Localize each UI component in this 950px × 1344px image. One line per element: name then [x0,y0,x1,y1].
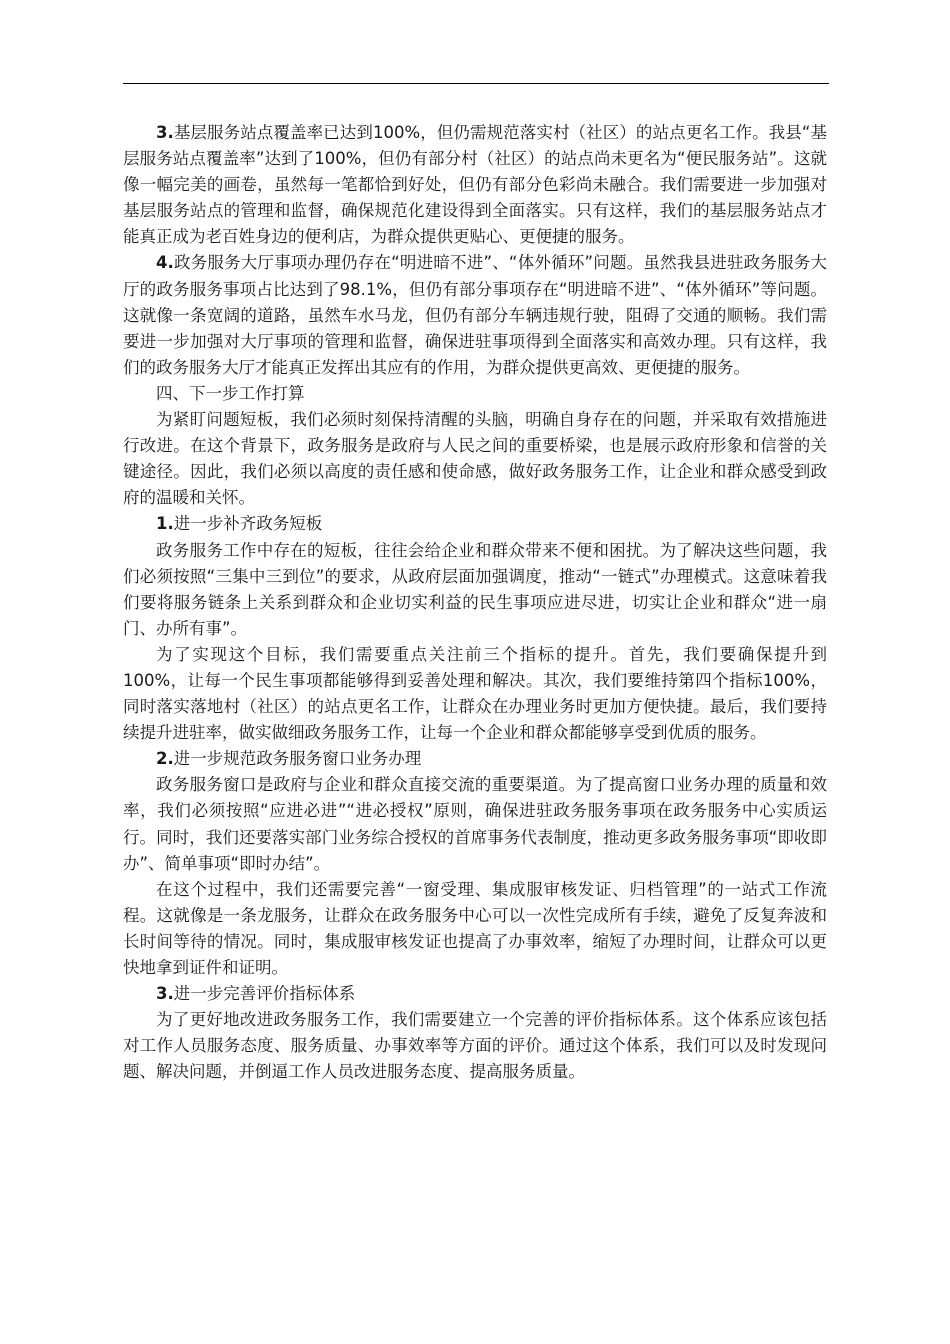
subheading-2 [123,746,827,772]
paragraph-text: 政务服务工作中存在的短板，往往会给企业和群众带来不便和困扰。为了解决这些问题，我们必须按照“三集中三到位”的要求，从政府层面加强调度，推动“一链式”办理模式。这意味着我们要将服务链条上关系到群众和企业切实利益的民生事项应进尽进，切实让企业和群众“进一扇门、办所有事”。 [123,540,827,638]
paragraph-text-block [123,1007,827,1085]
paragraph-text: 政务服务大厅事项办理仍存在“明进暗不进”、“体外循环”问题。虽然我县进驻政务服务大厅的政务服务事项占比达到了98.1%，但仍有部分事项存在“明进暗不进”、“体外循环”等问题。这就像一条宽阔的道路，虽然车水马龙，但仍有部分车辆违规行驶，阻碍了交通的顺畅。我们需要进一步加强对大厅事项的管理和监督，确保进驻事项得到全面落实和高效办理。只有这样，我们的政务服务大厅才能真正发挥出其应有的作用，为群众提供更高效、更便捷的服务。 [123,253,827,377]
document-body [123,120,827,1085]
paragraph-intro [123,407,827,511]
paragraph-text-block [123,772,827,876]
section-heading-next-steps [123,381,827,407]
item-number: 2. [156,749,174,769]
subheading-1 [123,511,827,537]
subheading-3 [123,981,827,1007]
paragraph-text-block [123,538,827,642]
paragraph-text: 基层服务站点覆盖率已达到100%，但仍需规范落实村（社区）的站点更名工作。我县“基层服务站点覆盖率”达到了100%，但仍有部分村（社区）的站点尚未更名为“便民服务站”。这就像一幅完美的画卷，虽然每一笔都恰到好处，但仍有部分色彩尚未融合。我们需要进一步加强对基层服务站点的管理和监督，确保规范化建设得到全面落实。只有这样，我们的基层服务站点才能真正成为老百姓身边的便利店，为群众提供更贴心、更便捷的服务。 [123,123,827,247]
subheading-text: 进一步补齐政务短板 [173,514,323,534]
item-number: 3. [156,123,174,142]
paragraph-text-block [123,642,827,746]
item-number: 3. [156,984,174,1004]
subheading-text: 进一步完善评价指标体系 [173,984,356,1004]
header-rule [123,83,829,84]
paragraph-item-4 [123,250,827,380]
paragraph-text: 为了更好地改进政务服务工作，我们需要建立一个完善的评价指标体系。这个体系应该包括对工作人员服务态度、服务质量、办事效率等方面的评价。通过这个体系，我们可以及时发现问题、解决问题，并倒逼工作人员改进服务态度、提高服务质量。 [123,1010,827,1082]
section-heading-text: 四、下一步工作打算 [156,383,305,403]
paragraph-text-block [123,877,827,981]
paragraph-text: 在这个过程中，我们还需要完善“一窗受理、集成服审核发证、归档管理”的一站式工作流程。这就像是一条龙服务，让群众在政务服务中心可以一次性完成所有手续，避免了反复奔波和长时间等待的情况。同时，集成服审核发证也提高了办事效率，缩短了办理时间，让群众可以更快地拿到证件和证明。 [123,879,827,977]
item-number: 4. [156,253,174,273]
item-number: 1. [156,514,174,534]
subheading-text: 进一步规范政务服务窗口业务办理 [173,749,422,769]
paragraph-text: 政务服务窗口是政府与企业和群众直接交流的重要渠道。为了提高窗口业务办理的质量和效率，我们必须按照“应进必进”“进必授权”原则，确保进驻政务服务事项在政务服务中心实质运行。同时，我们还要落实部门业务综合授权的首席事务代表制度，推动更多政务服务事项“即收即办”、简单事项“即时办结”。 [123,775,827,873]
paragraph-text: 为紧盯问题短板，我们必须时刻保持清醒的头脑，明确自身存在的问题，并采取有效措施进行改进。在这个背景下，政务服务是政府与人民之间的重要桥梁，也是展示政府形象和信誉的关键途径。因此，我们必须以高度的责任感和使命感，做好政务服务工作，让企业和群众感受到政府的温暖和关怀。 [123,410,827,508]
paragraph-item-3 [123,120,827,250]
paragraph-text: 为了实现这个目标，我们需要重点关注前三个指标的提升。首先，我们要确保提升到100%，让每一个民生事项都能够得到妥善处理和解决。其次，我们要维持第四个指标100%，同时落实落地村（社区）的站点更名工作，让群众在办理业务时更加方便快捷。最后，我们要持续提升进驻率，做实做细政务服务工作，让每一个企业和群众都能够享受到优质的服务。 [123,644,827,743]
